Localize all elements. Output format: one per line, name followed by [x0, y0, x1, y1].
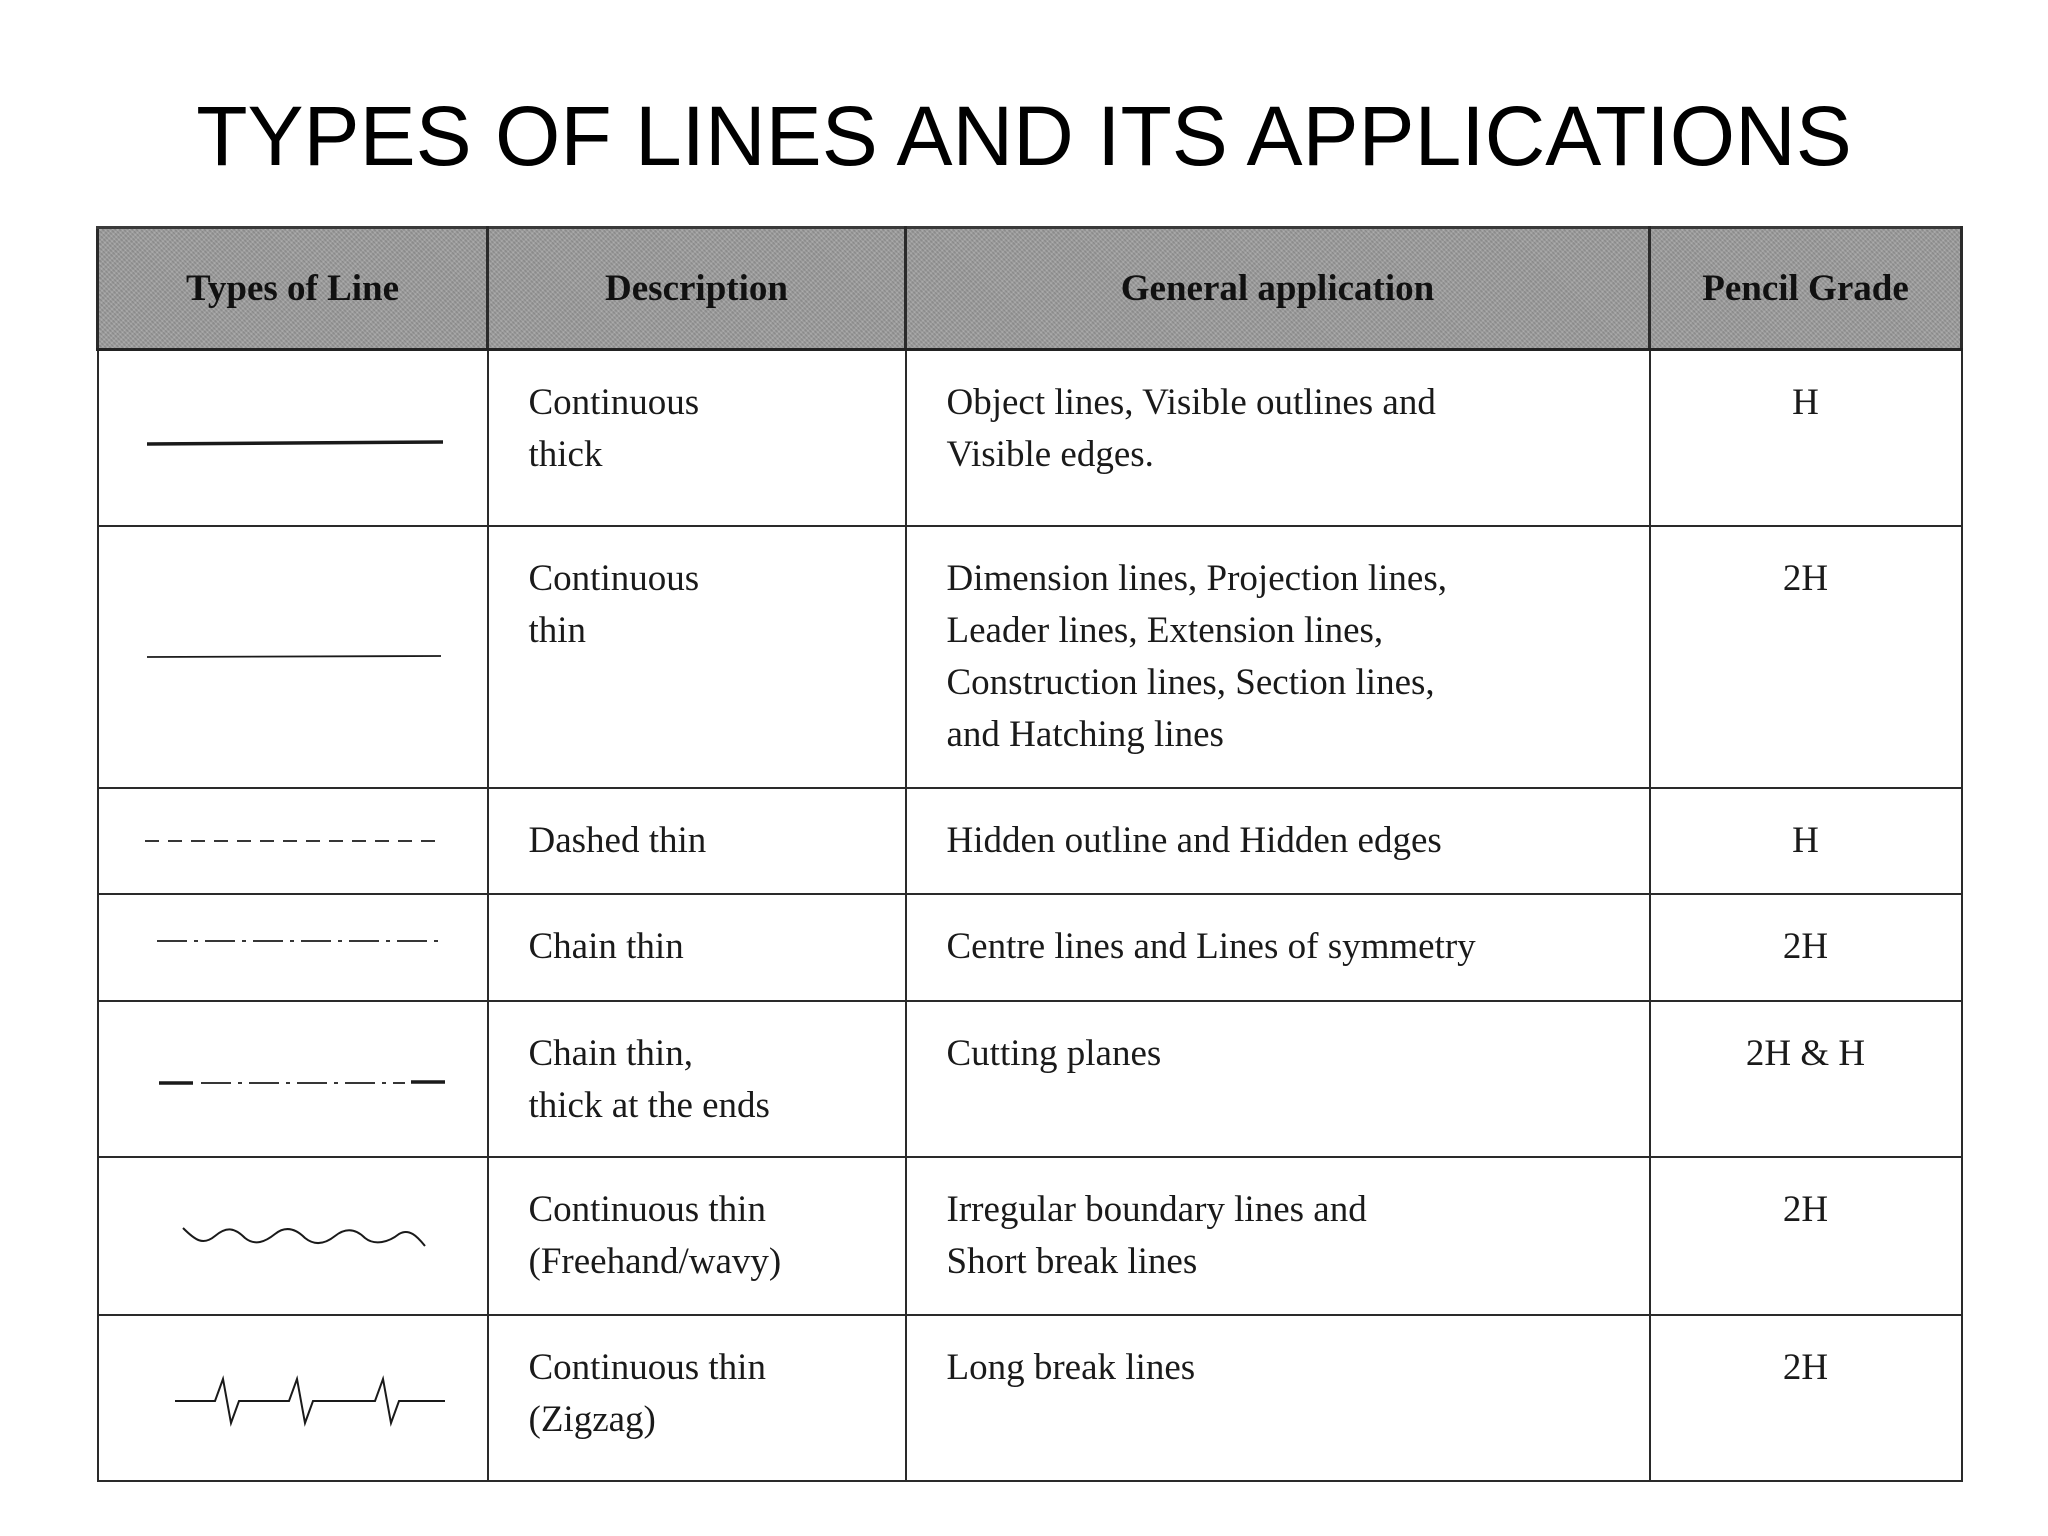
- description-cell: Chain thin, thick at the ends: [488, 1001, 906, 1157]
- table-row: [98, 1157, 1962, 1315]
- dashed-thin-line-icon: [99, 821, 485, 861]
- pencil-grade-cell: 2H & H: [1650, 1001, 1962, 1157]
- description-cell: Dashed thin: [488, 788, 906, 894]
- table-header-row: [98, 228, 1962, 350]
- table-row: [98, 894, 1962, 1001]
- application-cell: Dimension lines, Projection lines, Leader lines, Extension lines, Construction lines, Section lines, and Hatching lines: [906, 526, 1650, 788]
- line-sample-cell: [98, 526, 488, 788]
- pencil-grade-cell: H: [1650, 788, 1962, 894]
- line-sample-cell: [98, 894, 488, 1001]
- application-cell: Centre lines and Lines of symmetry: [906, 894, 1650, 1001]
- pencil-grade-cell: 2H: [1650, 526, 1962, 788]
- header-pencil-grade: Pencil Grade: [1650, 228, 1962, 350]
- chain-thin-thick-ends-line-icon: [99, 1049, 485, 1109]
- table-row: [98, 350, 1962, 526]
- line-sample-cell: [98, 1001, 488, 1157]
- line-types-table: [96, 226, 1963, 1482]
- header-types-of-line: Types of Line: [98, 228, 488, 350]
- description-cell: Continuous thin (Freehand/wavy): [488, 1157, 906, 1315]
- header-description: Description: [488, 228, 906, 350]
- table-row: [98, 526, 1962, 788]
- application-cell: Cutting planes: [906, 1001, 1650, 1157]
- application-cell: Long break lines: [906, 1315, 1650, 1481]
- table-row: [98, 1001, 1962, 1157]
- continuous-thin-line-icon: [99, 627, 485, 687]
- zigzag-line-icon: [99, 1363, 485, 1433]
- pencil-grade-cell: H: [1650, 350, 1962, 526]
- page-title: TYPES OF LINES AND ITS APPLICATIONS: [196, 89, 1852, 183]
- freehand-wavy-line-icon: [99, 1206, 485, 1266]
- application-cell: Irregular boundary lines and Short break lines: [906, 1157, 1650, 1315]
- application-cell: Hidden outline and Hidden edges: [906, 788, 1650, 894]
- chain-thin-line-icon: [99, 927, 485, 967]
- line-sample-cell: [98, 1315, 488, 1481]
- table-row: [98, 1315, 1962, 1481]
- line-sample-cell: [98, 1157, 488, 1315]
- line-sample-cell: [98, 350, 488, 526]
- continuous-thick-line-icon: [99, 408, 485, 468]
- pencil-grade-cell: 2H: [1650, 894, 1962, 1001]
- header-general-application: General application: [906, 228, 1650, 350]
- description-cell: Chain thin: [488, 894, 906, 1001]
- description-cell: Continuous thick: [488, 350, 906, 526]
- description-cell: Continuous thin (Zigzag): [488, 1315, 906, 1481]
- pencil-grade-cell: 2H: [1650, 1315, 1962, 1481]
- pencil-grade-cell: 2H: [1650, 1157, 1962, 1315]
- table-row: [98, 788, 1962, 894]
- application-cell: Object lines, Visible outlines and Visible edges.: [906, 350, 1650, 526]
- description-cell: Continuous thin: [488, 526, 906, 788]
- line-sample-cell: [98, 788, 488, 894]
